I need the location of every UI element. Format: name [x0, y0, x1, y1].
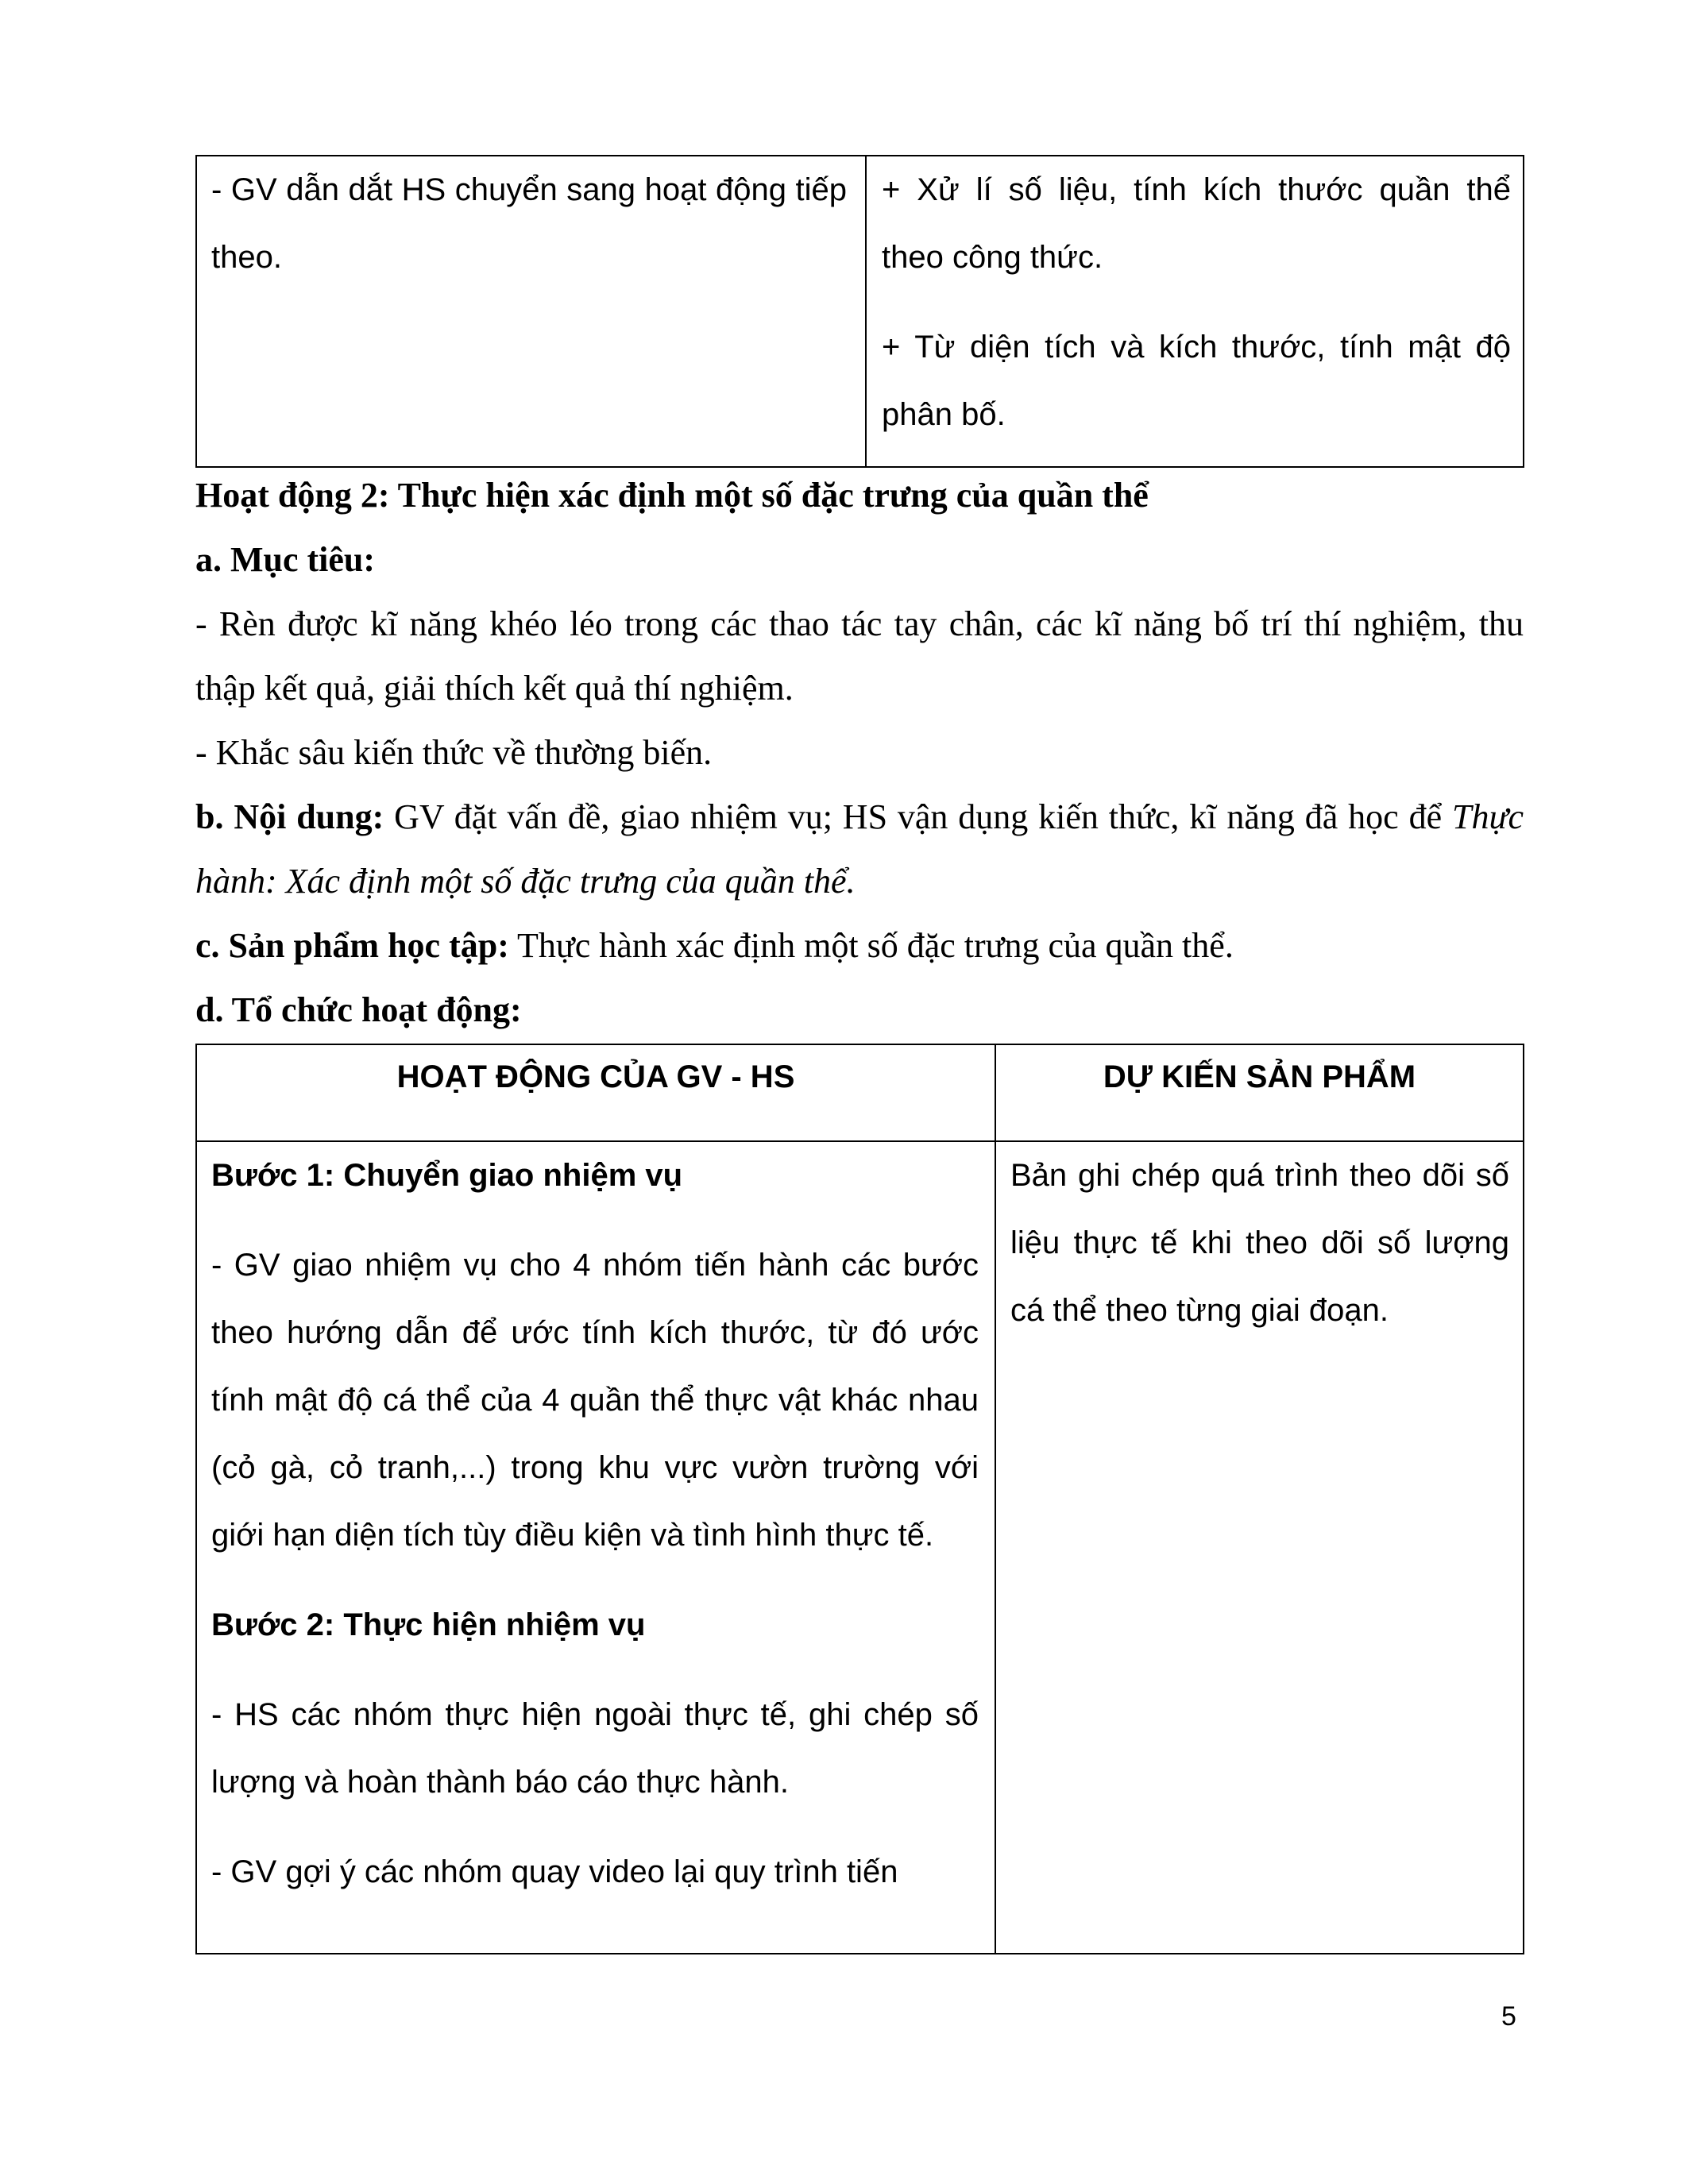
step1-title: Bước 1: Chuyển giao nhiệm vụ — [211, 1158, 683, 1193]
column-divider — [995, 1045, 996, 1953]
organization-label: d. Tổ chức hoạt động: — [195, 990, 522, 1029]
table1-left-cell — [211, 156, 847, 314]
section-heading: Hoạt động 2: Thực hiện xác định một số đặc trưng của quần thể — [195, 476, 1149, 515]
table1-right-cell — [882, 156, 1511, 471]
content-text: GV đặt vấn đề, giao nhiệm vụ; HS vận dụng kiến thức, kĩ năng đã học để — [384, 797, 1452, 836]
product-cell: Bản ghi chép quá trình theo dõi số liệu thực tế khi theo dõi số lượng cá thể theo từng giai đoạn. — [1010, 1158, 1509, 1328]
product-label: c. Sản phẩm học tập: — [195, 926, 509, 965]
header-product: DỰ KIẾN SẢN PHẨM — [1103, 1059, 1416, 1094]
content-italic: Thực hành: Xác định một số đặc trưng của quần thể. — [195, 797, 1524, 901]
objective-item: - Rèn được kĩ năng khéo léo trong các thao tác tay chân, các kĩ năng bố trí thí nghiệm, thu thập kết quả, giải thích kết quả thí nghiệm. — [195, 604, 1524, 708]
content-paragraph — [195, 785, 1524, 913]
column-divider — [865, 156, 867, 466]
product-text: Thực hành xác định một số đặc trưng của quần thể. — [508, 926, 1234, 965]
cell-text: + Xử lí số liệu, tính kích thước quần thể theo công thức. — [882, 172, 1511, 275]
cell-text: + Từ diện tích và kích thước, tính mật độ phân bố. — [882, 330, 1511, 432]
step2-title: Bước 2: Thực hiện nhiệm vụ — [211, 1607, 646, 1642]
product-paragraph — [195, 913, 1524, 978]
table-continued — [195, 155, 1524, 468]
step1-text: - GV giao nhiệm vụ cho 4 nhóm tiến hành các bước theo hướng dẫn để ước tính kích thước, từ đó ước tính mật độ cá thể của 4 quần thể thực vật khác nhau (cỏ gà, cỏ tranh,...) trong khu vực vườn trường với giới hạn diện tích tùy điều kiện và tình hình thực tế. — [211, 1248, 979, 1553]
objective-item: - Khắc sâu kiến thức về thường biến. — [195, 733, 713, 772]
page-number: 5 — [1501, 2001, 1516, 2032]
content-label: b. Nội dung: — [195, 797, 384, 836]
activity-cell — [211, 1142, 979, 1928]
section-body — [195, 463, 1524, 1042]
objective-label: a. Mục tiêu: — [195, 540, 376, 579]
cell-text: - GV dẫn dắt HS chuyển sang hoạt động tiếp theo. — [211, 172, 847, 275]
step2-text: - GV gợi ý các nhóm quay video lại quy trình tiến — [211, 1854, 898, 1889]
activity-table — [195, 1044, 1524, 1954]
header-activity: HOẠT ĐỘNG CỦA GV - HS — [396, 1059, 795, 1094]
step2-text: - HS các nhóm thực hiện ngoài thực tế, ghi chép số lượng và hoàn thành báo cáo thực hành. — [211, 1697, 979, 1800]
